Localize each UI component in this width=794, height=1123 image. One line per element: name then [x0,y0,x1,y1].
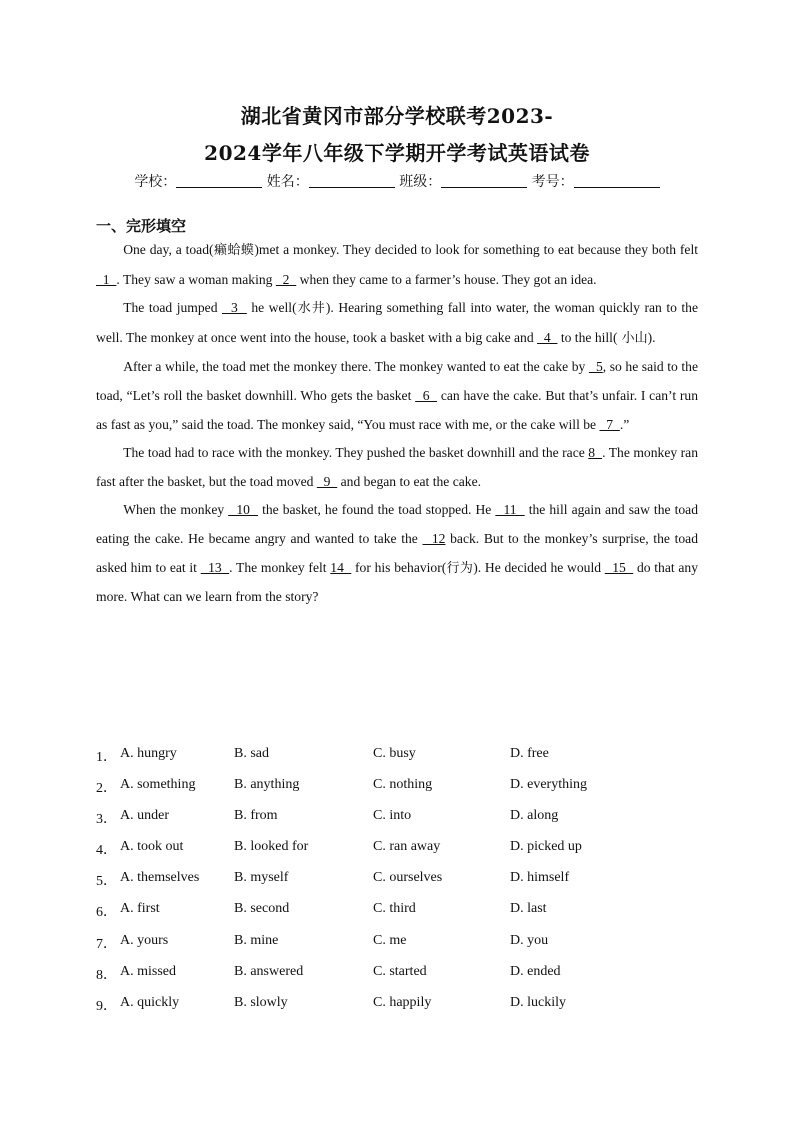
option-b[interactable]: B. from [234,808,278,824]
question-number: 9． [96,998,117,1014]
option-c[interactable]: C. ourselves [373,870,443,886]
blank-6: 6 [415,387,438,403]
option-c[interactable]: C. ran away [373,839,441,855]
blank-15: 15 [604,559,634,575]
option-d[interactable]: D. you [510,932,549,948]
name-field[interactable] [309,173,395,188]
question-number: 2． [96,781,117,797]
blank-12: 12 [422,530,446,546]
option-d[interactable]: D. everything [510,777,587,793]
question-number: 1． [96,750,117,765]
class-label: 班级： [399,174,442,190]
option-b[interactable]: B. looked for [234,839,309,855]
question-row [96,870,716,901]
blank-13: 13 [200,559,230,575]
blank-3: 3 [222,300,247,316]
page-title-line2: 2024学年八年级下学期开学考试英语试卷 [204,141,590,165]
blank-1: 1 [96,271,117,287]
student-info-row [0,171,794,191]
blank-4: 4 [537,329,558,345]
question-number: 8． [96,967,117,983]
option-a[interactable]: A. something [120,777,196,793]
question-row [96,995,716,1026]
option-b[interactable]: B. anything [234,777,300,793]
question-row [96,777,716,808]
school-field[interactable] [176,173,262,188]
question-row [96,839,716,870]
answer-options [96,746,716,1026]
option-b[interactable]: B. answered [234,963,304,979]
passage-paragraph-3: After a while, the toad met the monkey there. The monkey wanted to eat the cake by 5, so he said to the toad, “Let’s roll the basket downhill. Who gets the basket 6 can have the cake. But that’s unfair. I can’t run as fast as you,” said the toad. The monkey said, “You must race with me, or the cake will be 7 .” [96,359,699,432]
option-b[interactable]: B. second [234,901,290,917]
blank-5: 5 [588,359,603,375]
option-d[interactable]: D. along [510,808,559,824]
option-d[interactable]: D. last [510,901,547,917]
question-row [96,901,716,932]
blank-9: 9 [316,473,338,489]
cloze-passage [96,236,698,612]
passage-paragraph-4: The toad had to race with the monkey. They pushed the basket downhill and the race 8 . The monkey ran fast after the basket, but the toad moved 9 and began to eat the cake. [96,445,699,489]
exam-number-label: 考号： [531,174,574,190]
passage-paragraph-5: When the monkey 10 the basket, he found the toad stopped. He 11 the hill again and saw the toad eating the cake. He became angry and wanted to take the 12 back. But to the monkey’s surprise, the toad asked him to eat it 13 . The monkey felt 14 for his behavior(行为). He decided he would 15 do that any more. What can we learn from the story? [96,502,699,605]
blank-8: 8 [588,445,603,461]
blank-14: 14 [330,559,352,575]
question-number: 5． [96,874,117,890]
section-heading: 一、完形填空 [96,217,187,235]
option-a[interactable]: A. hungry [120,746,177,761]
option-a[interactable]: A. missed [120,963,176,979]
option-b[interactable]: B. myself [234,870,289,886]
option-c[interactable]: C. third [373,901,416,917]
option-a[interactable]: A. yours [120,932,169,948]
option-c[interactable]: C. nothing [373,777,433,793]
page-title-line1: 湖北省黄冈市部分学校联考2023- [240,104,554,128]
question-row [96,808,716,839]
exam-number-field[interactable] [574,173,660,188]
question-row [96,933,716,964]
option-c[interactable]: C. started [373,963,427,979]
option-c[interactable]: C. busy [373,746,416,761]
option-b[interactable]: B. slowly [234,994,288,1010]
question-row [96,746,716,777]
option-d[interactable]: D. luckily [510,994,566,1010]
option-d[interactable]: D. picked up [510,839,582,855]
option-c[interactable]: C. happily [373,994,432,1010]
blank-10: 10 [228,502,259,518]
question-row [96,964,716,995]
school-label: 学校： [134,174,177,190]
option-a[interactable]: A. themselves [120,870,200,886]
option-b[interactable]: B. sad [234,746,269,761]
passage-paragraph-1: One day, a toad(癞蛤蟆)met a monkey. They decided to look for something to eat because they both felt 1 . They saw a woman making 2 when they came to a farmer’s house. They got an idea. [96,242,698,287]
blank-11: 11 [495,502,525,518]
option-a[interactable]: A. took out [120,839,184,855]
option-a[interactable]: A. quickly [120,994,180,1010]
name-label: 姓名： [266,174,309,190]
option-d[interactable]: D. free [510,746,549,761]
option-d[interactable]: D. ended [510,963,561,979]
question-number: 6． [96,905,117,921]
option-c[interactable]: C. into [373,808,412,824]
option-a[interactable]: A. first [120,901,160,917]
blank-7: 7 [599,416,620,432]
question-number: 4． [96,843,117,859]
question-number: 3． [96,812,117,828]
blank-2: 2 [275,271,297,287]
option-a[interactable]: A. under [120,808,169,824]
class-field[interactable] [441,173,527,188]
option-b[interactable]: B. mine [234,932,279,948]
option-d[interactable]: D. himself [510,870,570,886]
option-c[interactable]: C. me [373,932,407,948]
passage-paragraph-2: The toad jumped 3 he well(水井). Hearing something fall into water, the woman quickly ran to the well. The monkey at once went into the house, took a basket with a big cake and 4 to the hill( 小山). [96,300,699,346]
question-number: 7． [96,936,117,952]
